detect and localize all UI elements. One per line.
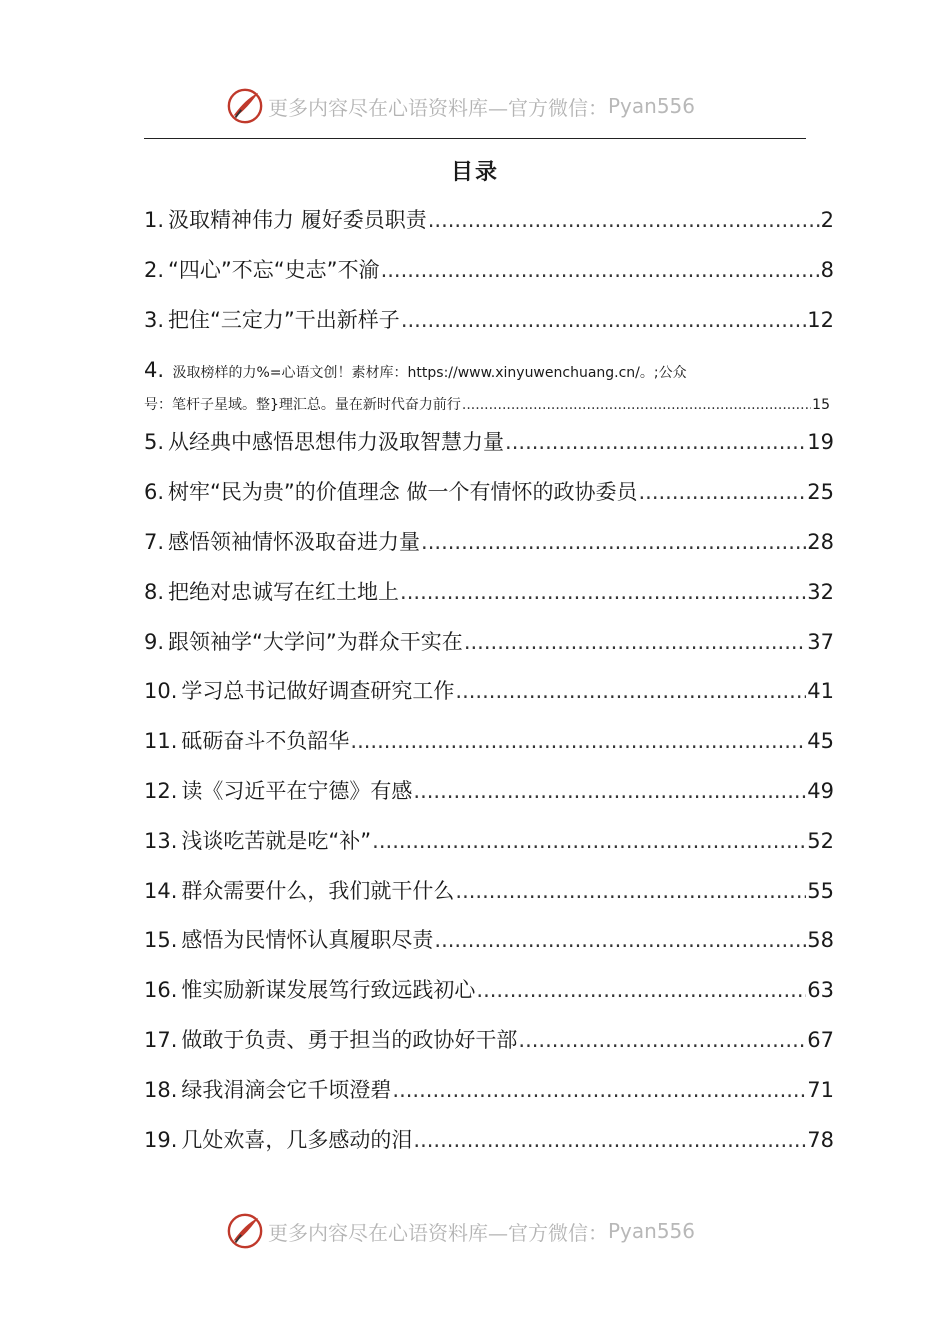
dot-leader xyxy=(434,920,806,960)
toc-entry-19[interactable] xyxy=(144,1120,834,1170)
entry-title-line-1: 汲取榜样的力%=心语文创！素材库：https://www.xinyuwenchuang.cn/。;公众 xyxy=(172,365,687,382)
entry-number: 18. xyxy=(144,1077,178,1102)
entry-title: 做敢于负责、勇于担当的政协好干部 xyxy=(181,1027,518,1052)
toc-entry-17[interactable] xyxy=(144,1020,834,1070)
toc-entry-7[interactable] xyxy=(144,522,834,572)
entry-number: 6. xyxy=(144,480,165,505)
toc-entry-2[interactable] xyxy=(144,250,834,300)
entry-page: 45 xyxy=(807,729,834,754)
entry-title: 绿我涓滴会它千顷澄碧 xyxy=(181,1077,392,1102)
toc-entry-9[interactable] xyxy=(144,622,834,672)
entry-page: 41 xyxy=(807,679,834,704)
entry-title: 汲取精神伟力 履好委员职责 xyxy=(168,208,427,232)
dot-leader xyxy=(421,522,806,562)
entry-number: 11. xyxy=(144,729,178,754)
toc-entry-13[interactable] xyxy=(144,821,834,871)
entry-title: 群众需要什么，我们就干什么 xyxy=(181,878,455,903)
entry-title-line-2: 号：笔杆子星域。整}理汇总。量在新时代奋力前行 xyxy=(144,397,461,414)
entry-page: 52 xyxy=(807,828,834,853)
entry-page: 8 xyxy=(820,257,834,282)
toc-entry-14[interactable] xyxy=(144,871,834,921)
entry-page: 28 xyxy=(807,529,834,554)
entry-page: 71 xyxy=(807,1077,834,1102)
entry-page: 2 xyxy=(820,208,834,232)
entry-title: 把住“三定力”干出新样子 xyxy=(168,307,400,332)
entry-number: 13. xyxy=(144,828,178,853)
entry-number: 7. xyxy=(144,529,165,554)
quill-pen-logo-icon xyxy=(226,1212,264,1250)
dot-leader xyxy=(476,970,806,1010)
toc-entry-5[interactable] xyxy=(144,422,834,472)
entry-line-1 xyxy=(144,359,834,384)
toc-entry-8[interactable] xyxy=(144,572,834,622)
entry-page: 78 xyxy=(807,1127,834,1152)
entry-title: 学习总书记做好调查研究工作 xyxy=(181,679,455,704)
dot-leader xyxy=(350,721,806,761)
dot-leader xyxy=(372,821,806,861)
entry-number: 17. xyxy=(144,1027,178,1052)
watermark-account: Pyan556 xyxy=(608,94,696,118)
toc-title: 目录 xyxy=(450,160,499,185)
toc-entry-15[interactable] xyxy=(144,920,834,970)
header-watermark xyxy=(226,86,695,126)
entry-page: 15 xyxy=(812,397,830,414)
entry-page: 67 xyxy=(807,1027,834,1052)
toc-entry-6[interactable] xyxy=(144,472,834,522)
table-of-contents xyxy=(144,200,834,1169)
entry-title: 感悟领袖情怀汲取奋进力量 xyxy=(168,529,421,554)
dot-leader xyxy=(401,300,806,340)
entry-title: “四心”不忘“史志”不渝 xyxy=(168,257,380,282)
entry-title: 惟实励新谋发展笃行致远践初心 xyxy=(181,978,476,1003)
watermark-account: Pyan556 xyxy=(608,1219,696,1243)
entry-number: 8. xyxy=(144,579,165,604)
dot-leader xyxy=(505,422,806,462)
entry-title: 感悟为民情怀认真履职尽责 xyxy=(181,928,434,953)
toc-entry-10[interactable] xyxy=(144,671,834,721)
entry-title: 浅谈吃苦就是吃“补” xyxy=(181,828,372,853)
entry-title: 读《习近平在宁德》有感 xyxy=(181,778,413,803)
entry-number: 19. xyxy=(144,1127,178,1152)
entry-number: 16. xyxy=(144,978,178,1003)
entry-number: 5. xyxy=(144,430,165,455)
entry-page: 49 xyxy=(807,778,834,803)
entry-number: 9. xyxy=(144,629,165,654)
entry-page: 25 xyxy=(807,480,834,505)
entry-title: 把绝对忠诚写在红土地上 xyxy=(168,579,400,604)
entry-title: 砥砺奋斗不负韶华 xyxy=(181,729,350,754)
entry-number: 3. xyxy=(144,307,165,332)
dot-leader xyxy=(455,871,806,911)
toc-entry-12[interactable] xyxy=(144,771,834,821)
entry-title: 树牢“民为贵”的价值理念 做一个有情怀的政协委员 xyxy=(168,480,638,505)
entry-title: 几处欢喜，几多感动的泪 xyxy=(181,1127,413,1152)
dot-leader xyxy=(428,200,820,240)
entry-page: 58 xyxy=(807,928,834,953)
entry-number: 4. xyxy=(144,358,165,383)
toc-entry-3[interactable] xyxy=(144,300,834,350)
dot-leader xyxy=(464,622,806,662)
dot-leader xyxy=(462,394,811,416)
footer-watermark xyxy=(226,1211,695,1251)
dot-leader xyxy=(638,472,806,512)
entry-number: 10. xyxy=(144,679,178,704)
dot-leader xyxy=(381,250,820,290)
toc-entry-1[interactable] xyxy=(144,200,834,250)
entry-page: 37 xyxy=(807,629,834,654)
entry-number: 1. xyxy=(144,208,165,232)
entry-title: 从经典中感悟思想伟力汲取智慧力量 xyxy=(168,430,505,455)
dot-leader xyxy=(413,771,806,811)
toc-entry-4[interactable] xyxy=(144,349,834,422)
dot-leader xyxy=(518,1020,806,1060)
entry-line-2 xyxy=(144,394,830,416)
toc-entry-11[interactable] xyxy=(144,721,834,771)
entry-page: 12 xyxy=(807,307,834,332)
dot-leader xyxy=(392,1070,806,1110)
quill-pen-logo-icon xyxy=(226,87,264,125)
toc-entry-16[interactable] xyxy=(144,970,834,1020)
watermark-text: 更多内容尽在心语资料库—官方微信： xyxy=(268,95,608,120)
entry-number: 2. xyxy=(144,257,165,282)
entry-page: 55 xyxy=(807,878,834,903)
entry-number: 12. xyxy=(144,778,178,803)
entry-number: 14. xyxy=(144,878,178,903)
entry-number: 15. xyxy=(144,928,178,953)
entry-page: 19 xyxy=(807,430,834,455)
dot-leader xyxy=(455,671,806,711)
toc-entry-18[interactable] xyxy=(144,1070,834,1120)
watermark-text: 更多内容尽在心语资料库—官方微信： xyxy=(268,1220,608,1245)
entry-page: 63 xyxy=(807,978,834,1003)
header-divider xyxy=(144,138,806,139)
dot-leader xyxy=(400,572,806,612)
entry-page: 32 xyxy=(807,579,834,604)
entry-title: 跟领袖学“大学问”为群众干实在 xyxy=(168,629,463,654)
dot-leader xyxy=(413,1120,806,1160)
